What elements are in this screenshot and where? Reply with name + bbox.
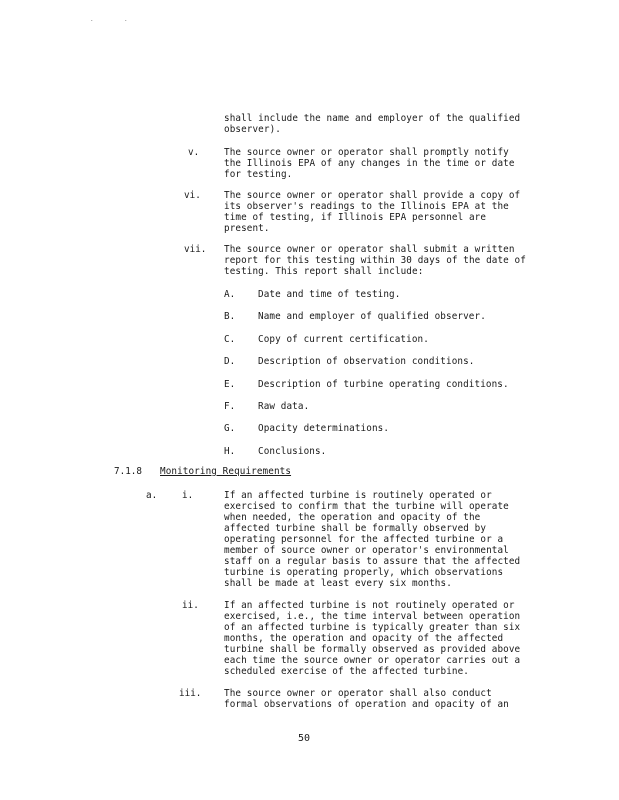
report-item-letter: H. bbox=[224, 446, 236, 457]
item-text-line: shall be made at least every six months. bbox=[224, 578, 452, 589]
item-text-line: of an affected turbine is typically greater than six bbox=[224, 622, 521, 633]
item-text-line: turbine is operating properly, which observations bbox=[224, 567, 504, 578]
scan-mark: . bbox=[90, 16, 94, 23]
report-item-letter: E. bbox=[224, 379, 236, 390]
item-number: ii. bbox=[182, 600, 199, 611]
continuation-line: shall include the name and employer of the qualified bbox=[224, 113, 521, 124]
item-text-line: for testing. bbox=[224, 169, 293, 180]
report-item-letter: G. bbox=[224, 423, 236, 434]
item-text-line: formal observations of operation and opacity of an bbox=[224, 699, 509, 710]
item-text-line: when needed, the operation and opacity of the bbox=[224, 512, 481, 523]
item-number: i. bbox=[182, 490, 194, 501]
item-text-line: present. bbox=[224, 223, 270, 234]
item-text-line: operating personnel for the affected turbine or a bbox=[224, 534, 504, 545]
report-item-letter: F. bbox=[224, 401, 236, 412]
item-text-line: staff on a regular basis to assure that the affected bbox=[224, 556, 521, 567]
item-text-line: testing. This report shall include: bbox=[224, 266, 424, 277]
report-item-text: Description of turbine operating conditions. bbox=[258, 379, 509, 390]
report-item-letter: B. bbox=[224, 311, 236, 322]
item-text-line: exercised, i.e., the time interval between operation bbox=[224, 611, 521, 622]
item-text-line: the Illinois EPA of any changes in the time or date bbox=[224, 158, 515, 169]
section-title: Monitoring Requirements bbox=[160, 466, 292, 477]
report-item-letter: C. bbox=[224, 334, 236, 345]
report-item-text: Name and employer of qualified observer. bbox=[258, 311, 486, 322]
item-text-line: its observer's readings to the Illinois EPA at the bbox=[224, 201, 509, 212]
report-item-text: Raw data. bbox=[258, 401, 310, 412]
item-text-line: The source owner or operator shall submit a written bbox=[224, 244, 515, 255]
item-number: iii. bbox=[179, 688, 202, 699]
report-item-text: Conclusions. bbox=[258, 446, 327, 457]
item-text-line: each time the source owner or operator carries out a bbox=[224, 655, 521, 666]
report-item-letter: D. bbox=[224, 356, 236, 367]
item-text-line: report for this testing within 30 days of the date of bbox=[224, 255, 526, 266]
item-text-line: If an affected turbine is not routinely operated or bbox=[224, 600, 515, 611]
item-text-line: turbine shall be formally observed as provided above bbox=[224, 644, 521, 655]
item-number: v. bbox=[188, 147, 200, 158]
item-text-line: member of source owner or operator's environmental bbox=[224, 545, 509, 556]
item-number: vii. bbox=[184, 244, 207, 255]
item-text-line: months, the operation and opacity of the affected bbox=[224, 633, 504, 644]
continuation-line: observer). bbox=[224, 124, 281, 135]
page-number: 50 bbox=[298, 733, 311, 744]
item-text-line: The source owner or operator shall provide a copy of bbox=[224, 190, 521, 201]
subsection-letter: a. bbox=[146, 490, 158, 501]
report-item-text: Copy of current certification. bbox=[258, 334, 429, 345]
item-text-line: The source owner or operator shall also conduct bbox=[224, 688, 492, 699]
item-text-line: time of testing, if Illinois EPA personnel are bbox=[224, 212, 487, 223]
item-text-line: exercised to confirm that the turbine will operate bbox=[224, 501, 509, 512]
report-item-text: Description of observation conditions. bbox=[258, 356, 475, 367]
report-item-text: Opacity determinations. bbox=[258, 423, 390, 434]
report-item-text: Date and time of testing. bbox=[258, 289, 401, 300]
scan-mark: . bbox=[124, 16, 128, 23]
report-item-letter: A. bbox=[224, 289, 236, 300]
section-number: 7.1.8 bbox=[114, 466, 142, 477]
item-number: vi. bbox=[184, 190, 201, 201]
item-text-line: If an affected turbine is routinely operated or bbox=[224, 490, 492, 501]
item-text-line: affected turbine shall be formally observed by bbox=[224, 523, 487, 534]
item-text-line: The source owner or operator shall promptly notify bbox=[224, 147, 509, 158]
item-text-line: scheduled exercise of the affected turbine. bbox=[224, 666, 469, 677]
